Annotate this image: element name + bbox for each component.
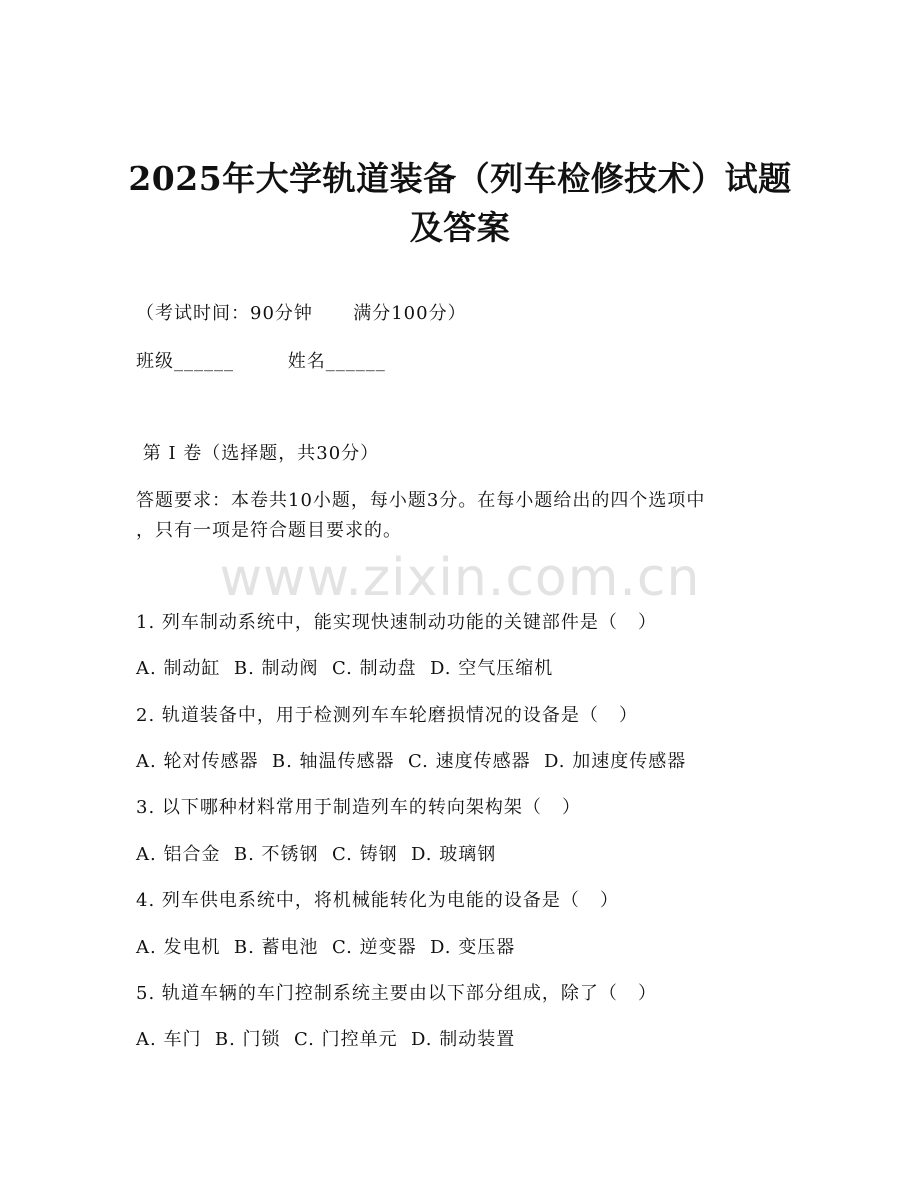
document-title-line2: 及答案 bbox=[409, 208, 511, 247]
question-1-options: A. 制动缸 B. 制动阀 C. 制动盘 D. 空气压缩机 bbox=[136, 658, 554, 679]
document-title-line1: 2025年大学轨道装备（列车检修技术）试题 bbox=[128, 159, 792, 198]
instructions-line1: 答题要求：本卷共10小题，每小题3分。在每小题给出的四个选项中 bbox=[136, 490, 706, 511]
question-4-stem: 4. 列车供电系统中，将机械能转化为电能的设备是（ ） bbox=[136, 890, 620, 911]
question-5-stem: 5. 轨道车辆的车门控制系统主要由以下部分组成，除了（ ） bbox=[136, 983, 658, 1004]
watermark: www.zixin.com.cn bbox=[219, 548, 701, 608]
question-1-stem: 1. 列车制动系统中，能实现快速制动功能的关键部件是（ ） bbox=[136, 612, 658, 633]
question-2-options: A. 轮对传感器 B. 轴温传感器 C. 速度传感器 D. 加速度传感器 bbox=[136, 751, 687, 772]
question-3-stem: 3. 以下哪种材料常用于制造列车的转向架构架（ ） bbox=[136, 797, 582, 818]
section-heading: 第 I 卷（选择题，共30分） bbox=[136, 443, 380, 464]
question-2-stem: 2. 轨道装备中，用于检测列车车轮磨损情况的设备是（ ） bbox=[136, 705, 639, 726]
question-3-options: A. 铝合金 B. 不锈钢 C. 铸钢 D. 玻璃钢 bbox=[136, 844, 497, 865]
exam-info: （考试时间：90分钟 满分100分） bbox=[136, 303, 467, 324]
instructions-line2: ，只有一项是符合题目要求的。 bbox=[136, 520, 402, 541]
question-4-options: A. 发电机 B. 蓄电池 C. 逆变器 D. 变压器 bbox=[136, 937, 516, 958]
class-name-line: 班级______ 姓名______ bbox=[136, 351, 386, 372]
question-5-options: A. 车门 B. 门锁 C. 门控单元 D. 制动装置 bbox=[136, 1029, 516, 1050]
